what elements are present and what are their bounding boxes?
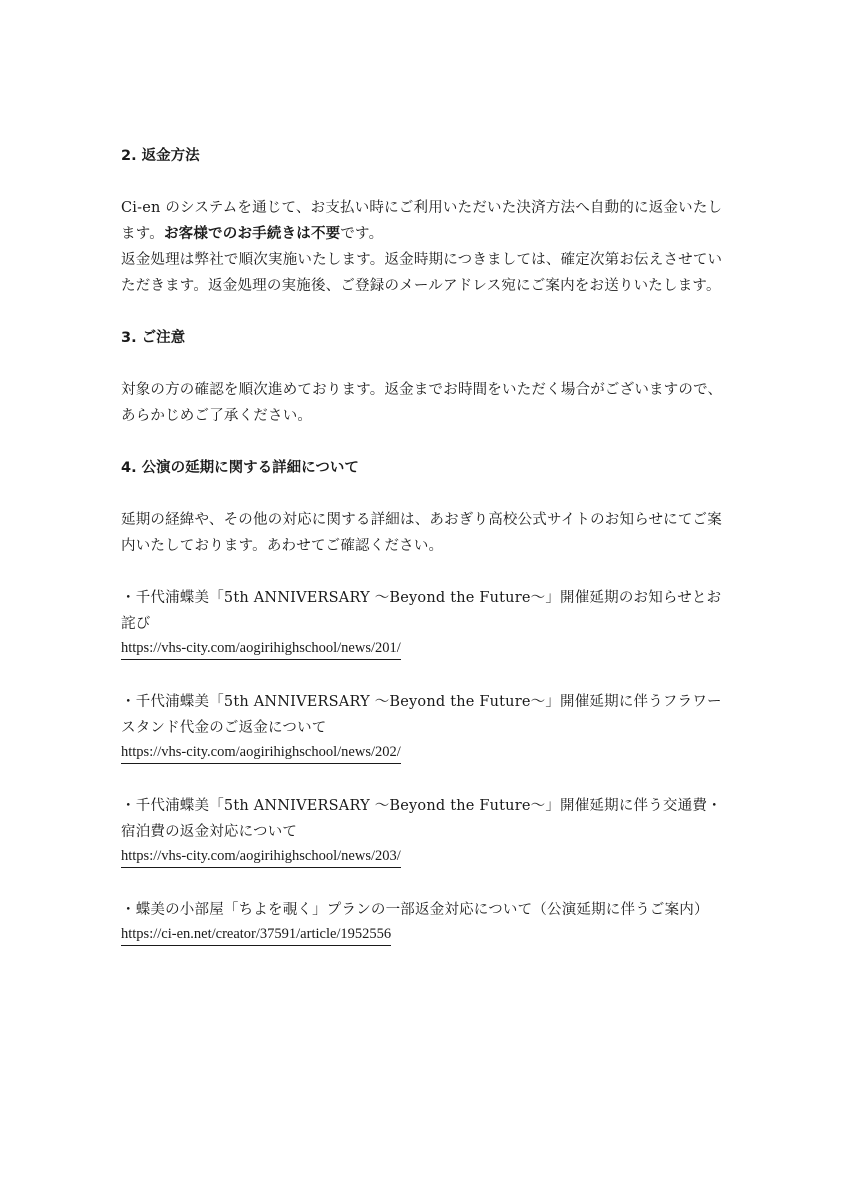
section-heading-refund-method: 2. 返金方法 (121, 148, 200, 164)
details-paragraph: 延期の経緯や、その他の対応に関する詳細は、あおぎり高校公式サイトのお知らせにてご案内いたしております。あわせてご確認ください。 (121, 512, 722, 554)
refund-method-paragraph-1 (121, 195, 727, 247)
section-heading-notice: 3. ご注意 (121, 330, 186, 346)
document-page (121, 143, 727, 949)
link-news-203[interactable]: https://vhs-city.com/aogirihighschool/news/203/ (121, 846, 401, 868)
link-news-201[interactable]: https://vhs-city.com/aogirihighschool/news/201/ (121, 638, 401, 660)
refund-method-text-before: Ci-en のシステムを通じて、お支払い時にご利用いただいた決済方法へ自動的に返金いたします。 (121, 200, 723, 242)
link-news-202[interactable]: https://vhs-city.com/aogirihighschool/news/202/ (121, 742, 401, 764)
link-item-title-3: ・千代浦蝶美「5th ANNIVERSARY 〜Beyond the Future〜」開催延期に伴う交通費・宿泊費の返金対応について (121, 798, 722, 840)
link-ci-en-article[interactable]: https://ci-en.net/creator/37591/article/1952556 (121, 924, 391, 946)
refund-method-text-after: です。 (340, 226, 384, 242)
section-heading-details: 4. 公演の延期に関する詳細について (121, 460, 359, 476)
link-item-title-1: ・千代浦蝶美「5th ANNIVERSARY 〜Beyond the Future〜」開催延期のお知らせとお詫び (121, 590, 722, 632)
link-item-title-2: ・千代浦蝶美「5th ANNIVERSARY 〜Beyond the Future〜」開催延期に伴うフラワースタンド代金のご返金について (121, 694, 722, 736)
refund-method-paragraph-2: 返金処理は弊社で順次実施いたします。返金時期につきましては、確定次第お伝えさせていただきます。返金処理の実施後、ご登録のメールアドレス宛にご案内をお送りいたします。 (121, 252, 723, 294)
refund-method-bold-text: お客様でのお手続きは不要 (163, 226, 341, 242)
notice-paragraph: 対象の方の確認を順次進めております。返金までお時間をいただく場合がございますので、あらかじめご了承ください。 (121, 382, 723, 424)
link-item-title-4: ・蝶美の小部屋「ちよを覗く」プランの一部返金対応について（公演延期に伴うご案内） (121, 902, 709, 918)
